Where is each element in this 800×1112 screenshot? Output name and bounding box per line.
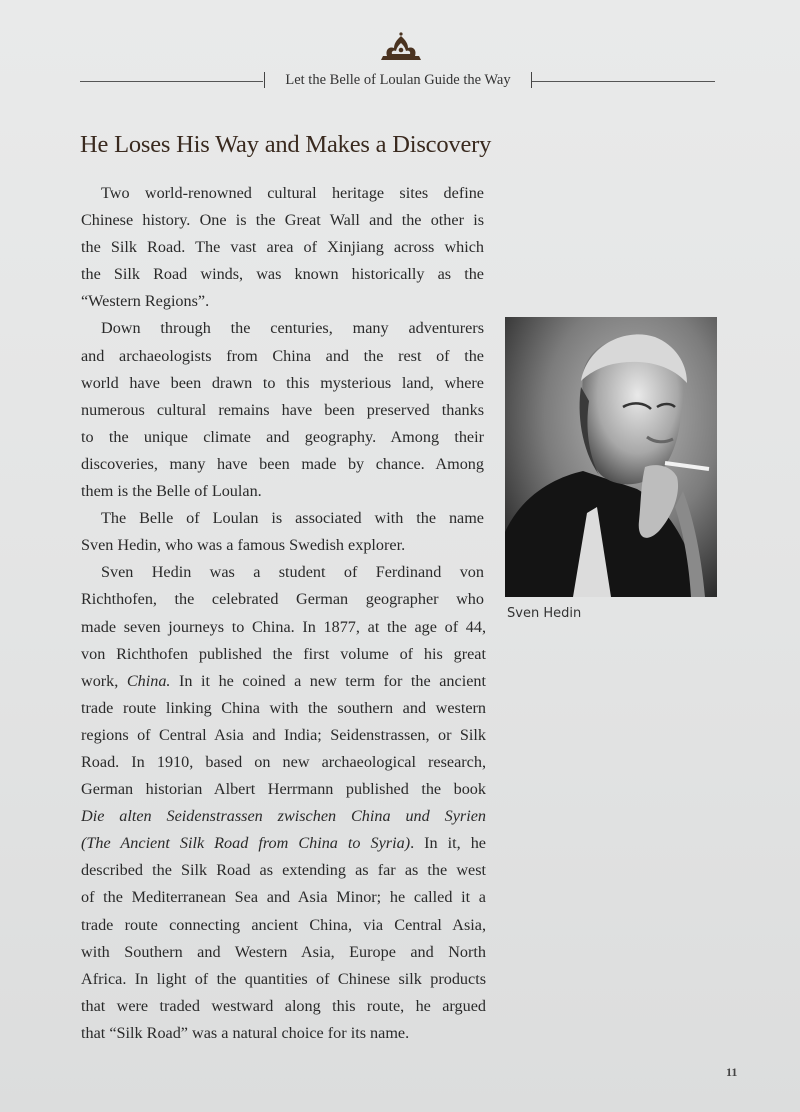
body-line: Down through the centuries, many adventurers [101,319,484,338]
body-text: . In it, he [410,834,486,853]
body-line: Two world-renowned cultural heritage sites define [101,184,484,202]
body-line: German historian Albert Herrmann published the book [81,780,486,799]
body-line: Richthofen, the celebrated German geographer who [81,590,484,609]
header-divider-left [264,72,265,88]
book-title-china: China. [126,671,171,690]
body-line: Sven Hedin was a student of Ferdinand von [101,563,484,582]
body-line: regions of Central Asia and India; Seidenstrassen, or Silk [81,725,486,744]
body-line: described the Silk Road as extending as far as the west [81,861,486,880]
body-line: that were traded westward along this route, he argued [81,996,486,1015]
photo-caption: Sven Hedin [507,606,582,621]
article-body [81,180,486,1047]
body-line: trade route connecting ancient China, via Central Asia, [81,915,486,934]
body-text: In it he coined a new term for the ancient [170,671,486,690]
body-line: made seven journeys to China. In 1877, at the age of 44, [81,617,486,636]
header-rule-left [80,81,263,82]
book-title-english: (The Ancient Silk Road from China to Syria) [81,834,411,853]
body-line: numerous cultural remains have been preserved thanks [81,400,484,419]
article-title: He Loses His Way and Makes a Discovery [80,131,492,158]
body-line: discoveries, many have been made by chance. Among [81,454,484,473]
body-line: Sven Hedin, who was a famous Swedish explorer. [81,536,406,555]
body-line: Chinese history. One is the Great Wall and the other is [81,211,484,230]
body-line: with Southern and Western Asia, Europe and North [81,942,486,961]
running-title: Let the Belle of Loulan Guide the Way [285,72,511,88]
body-line: the Silk Road winds, was known historically as the [81,265,484,284]
body-line: to the unique climate and geography. Among their [81,427,484,446]
page-number: 11 [726,1065,738,1079]
body-line: world have been drawn to this mysterious land, where [81,373,484,392]
body-line [81,830,486,857]
header-divider-right [531,72,532,88]
ornament-icon [375,30,427,64]
body-line: that “Silk Road” was a natural choice for its name. [81,1023,410,1042]
body-line: trade route linking China with the southern and western [81,698,486,717]
body-line: them is the Belle of Loulan. [81,482,262,501]
body-line: The Belle of Loulan is associated with the name [101,509,484,528]
body-line: Road. In 1910, based on new archaeological research, [81,752,486,771]
portrait-image [505,317,717,597]
body-line: von Richthofen published the first volume of his great [81,644,486,663]
body-line: Africa. In light of the quantities of Chinese silk products [81,969,486,988]
book-title-german: Die alten Seidenstrassen zwischen China und Syrien [81,807,486,826]
body-line: the Silk Road. The vast area of Xinjiang across which [81,238,484,257]
body-line: “Western Regions”. [81,292,210,311]
header-rule-right [532,81,715,82]
body-line: of the Mediterranean Sea and Asia Minor; he called it a [81,888,486,907]
body-line [81,668,486,695]
body-text: work, [81,671,127,690]
portrait-photo [505,317,717,597]
body-line: and archaeologists from China and the rest of the [81,346,484,365]
